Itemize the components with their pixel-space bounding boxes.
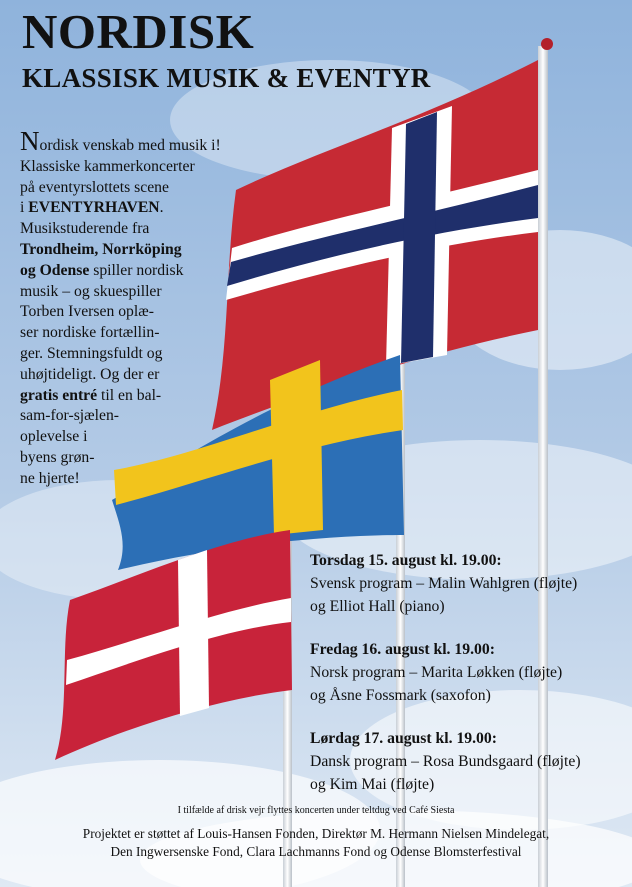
event-item [310,638,630,707]
event-date: Torsdag 15. august kl. 19.00: [310,552,502,569]
intro-line [20,240,260,261]
intro-line [20,128,260,157]
intro-segment: Torben Iversen oplæ- [20,303,154,321]
sponsor-credits [0,825,632,861]
intro-segment: ser nordiske fortællin- [20,324,160,342]
intro-line [20,406,260,427]
intro-segment: på eventyrslottets scene [20,178,169,196]
intro-line [20,157,260,178]
intro-segment: til en bal- [97,386,162,404]
intro-line [20,386,260,407]
event-description: Dansk program – Rosa Bundsgaard (fløjte) [310,753,581,770]
intro-segment: og Odense [20,261,90,279]
event-description: Svensk program – Malin Wahlgren (fløjte) [310,575,578,592]
intro-segment: gratis entré [20,386,98,404]
event-description: og Kim Mai (fløjte) [310,776,435,793]
sponsor-line: Projektet er støttet af Louis-Hansen Fonden, Direktør M. Hermann Nielsen Mindelegat, [82,826,550,841]
event-item [310,727,630,796]
intro-segment: byens grøn- [20,448,95,466]
event-list [310,549,630,816]
intro-segment: oplevelse i [20,428,88,446]
intro-segment: uhøjtideligt. Og der er [20,365,160,383]
event-date: Fredag 16. august kl. 19.00: [310,641,495,658]
intro-text [20,128,260,490]
intro-segment: i [20,199,29,217]
intro-line [20,323,260,344]
intro-segment: sam-for-sjælen- [20,407,120,425]
intro-segment: Trondheim, Norrköping [20,240,182,258]
intro-segment: . [159,199,164,217]
intro-segment: Musikstuderende fra [20,220,150,238]
intro-segment: ordisk venskab med musik i! [39,137,221,154]
event-date: Lørdag 17. august kl. 19.00: [310,730,497,747]
weather-notice: I tilfælde af drisk vejr flyttes koncerten under teltdug ved Café Siesta [177,805,455,816]
sponsor-line: Den Ingwersenske Fond, Clara Lachmanns Fond og Odense Blomsterfestival [110,844,522,859]
intro-line [20,219,260,240]
event-item [310,549,630,618]
event-description: Norsk program – Marita Løkken (fløjte) [310,664,563,681]
intro-line [20,344,260,365]
intro-segment: EVENTYRHAVEN [28,199,160,217]
event-description: og Åsne Fossmark (saxofon) [310,687,491,704]
intro-segment: Klassiske kammerkoncerter [20,157,195,175]
dropcap-letter: N [20,126,40,156]
intro-line [20,282,260,303]
intro-line [20,469,260,490]
intro-line [20,261,260,282]
intro-line [20,302,260,323]
poster-title: NORDISK [22,4,255,59]
intro-segment: ne hjerte! [20,469,80,487]
intro-line [20,365,260,386]
intro-segment: musik – og skuespiller [20,282,162,300]
poster-subtitle: KLASSISK MUSIK & EVENTYR [22,63,431,93]
intro-line [20,448,260,469]
intro-line [20,427,260,448]
intro-line [20,198,260,219]
intro-line [20,178,260,199]
intro-segment: spiller nordisk [89,261,184,279]
event-description: og Elliot Hall (piano) [310,598,445,615]
intro-segment: ger. Stemningsfuldt og [20,344,163,362]
